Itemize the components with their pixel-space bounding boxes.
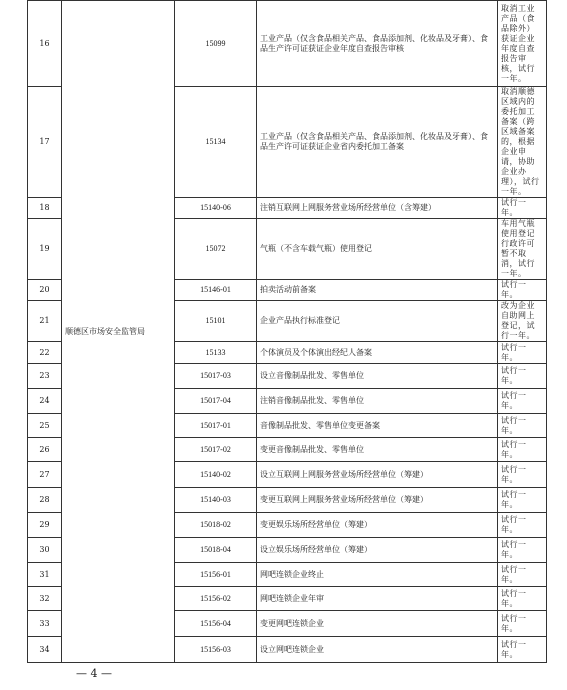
item-name: 个体演员及个体演出经纪人备案 (257, 342, 498, 364)
item-name: 变更网吧连锁企业 (257, 611, 498, 637)
item-code: 15018-02 (175, 513, 257, 538)
item-code: 15140-02 (175, 462, 257, 488)
item-note: 试行一年。 (498, 563, 547, 587)
item-note: 取消顺德区域内的委托加工备案（跨区域备案的，根据企业申请，协助企业办理），试行一年。 (498, 87, 547, 198)
table-body (28, 1, 547, 663)
item-name: 设立互联网上网服务营业场所经营单位（筹建） (257, 462, 498, 488)
row-number: 32 (28, 587, 62, 611)
item-code: 15017-01 (175, 414, 257, 438)
row-number: 18 (28, 198, 62, 219)
item-name: 网吧连锁企业终止 (257, 563, 498, 587)
item-name: 设立网吧连锁企业 (257, 637, 498, 663)
item-note: 取消工业产品（食品除外）获证企业年度自查报告审核，试行一年。 (498, 1, 547, 87)
item-name: 注销互联网上网服务营业场所经营单位（含筹建） (257, 198, 498, 219)
row-number: 26 (28, 438, 62, 462)
item-note: 试行一年。 (498, 389, 547, 414)
item-note: 试行一年。 (498, 462, 547, 488)
item-name: 工业产品（仅含食品相关产品、食品添加剂、化妆品及牙膏）、食品生产许可证获证企业年度自查报告审核 (257, 1, 498, 87)
item-note: 试行一年。 (498, 438, 547, 462)
item-name: 变更音像制品批发、零售单位 (257, 438, 498, 462)
item-code: 15156-03 (175, 637, 257, 663)
item-note: 车用气瓶使用登记行政许可暂不取消，试行一年。 (498, 219, 547, 280)
item-name: 音像制品批发、零售单位变更备案 (257, 414, 498, 438)
item-code: 15017-02 (175, 438, 257, 462)
row-number: 33 (28, 611, 62, 637)
item-code: 15018-04 (175, 538, 257, 563)
table-row (28, 1, 547, 87)
item-name: 拍卖活动前备案 (257, 280, 498, 301)
reform-items-table (27, 0, 547, 663)
page-number: — 4 — (76, 667, 112, 680)
item-code: 15140-03 (175, 488, 257, 513)
item-note: 试行一年。 (498, 587, 547, 611)
item-note: 试行一年。 (498, 414, 547, 438)
item-code: 15101 (175, 301, 257, 342)
item-code: 15156-01 (175, 563, 257, 587)
item-note: 试行一年。 (498, 280, 547, 301)
item-note: 试行一年。 (498, 611, 547, 637)
row-number: 27 (28, 462, 62, 488)
item-code: 15140-06 (175, 198, 257, 219)
item-name: 变更娱乐场所经营单位（筹建） (257, 513, 498, 538)
row-number: 30 (28, 538, 62, 563)
item-note: 试行一年。 (498, 488, 547, 513)
item-note: 试行一年。 (498, 513, 547, 538)
item-code: 15017-04 (175, 389, 257, 414)
item-code: 15099 (175, 1, 257, 87)
item-note: 试行一年。 (498, 342, 547, 364)
row-number: 34 (28, 637, 62, 663)
row-number: 17 (28, 87, 62, 198)
item-name: 企业产品执行标准登记 (257, 301, 498, 342)
row-number: 24 (28, 389, 62, 414)
item-code: 15133 (175, 342, 257, 364)
row-number: 31 (28, 563, 62, 587)
item-code: 15072 (175, 219, 257, 280)
item-note: 试行一年。 (498, 637, 547, 663)
row-number: 29 (28, 513, 62, 538)
row-number: 16 (28, 1, 62, 87)
item-name: 气瓶（不含车载气瓶）使用登记 (257, 219, 498, 280)
item-note: 试行一年。 (498, 538, 547, 563)
department-cell: 顺德区市场安全监管局 (62, 1, 175, 663)
item-name: 设立娱乐场所经营单位（筹建） (257, 538, 498, 563)
item-name: 设立音像制品批发、零售单位 (257, 364, 498, 389)
row-number: 28 (28, 488, 62, 513)
item-note: 试行一年。 (498, 198, 547, 219)
row-number: 22 (28, 342, 62, 364)
row-number: 20 (28, 280, 62, 301)
row-number: 21 (28, 301, 62, 342)
row-number: 19 (28, 219, 62, 280)
item-name: 变更互联网上网服务营业场所经营单位（筹建） (257, 488, 498, 513)
item-code: 15017-03 (175, 364, 257, 389)
row-number: 25 (28, 414, 62, 438)
item-code: 15156-02 (175, 587, 257, 611)
item-code: 15134 (175, 87, 257, 198)
item-code: 15156-04 (175, 611, 257, 637)
item-note: 试行一年。 (498, 364, 547, 389)
item-code: 15146-01 (175, 280, 257, 301)
item-name: 网吧连锁企业年审 (257, 587, 498, 611)
item-name: 注销音像制品批发、零售单位 (257, 389, 498, 414)
item-note: 改为企业自助网上登记，试行一年。 (498, 301, 547, 342)
row-number: 23 (28, 364, 62, 389)
item-name: 工业产品（仅含食品相关产品、食品添加剂、化妆品及牙膏）、食品生产许可证获证企业省内委托加工备案 (257, 87, 498, 198)
